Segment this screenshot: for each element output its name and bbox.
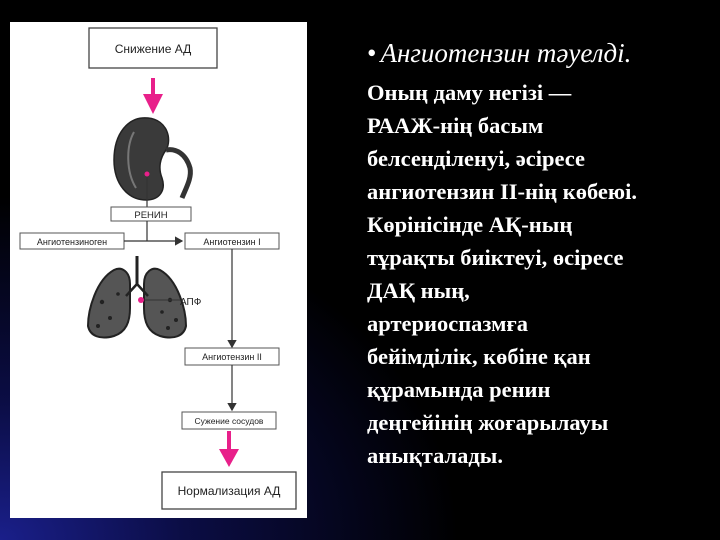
box-angiotensin-2: [185, 348, 279, 365]
body-line: РААЖ-нің басым: [367, 113, 544, 138]
body-line: Оның даму негізі —: [367, 80, 572, 105]
box-vasoconstriction: [182, 412, 276, 429]
heading: [367, 36, 712, 70]
body-line: ангиотензин ІІ-нің көбеюі.: [367, 179, 637, 204]
box-bp-normalization-label: Нормализация АД: [177, 484, 281, 498]
box-angiotensin-1: [185, 233, 279, 249]
raas-diagram-svg: [10, 22, 307, 518]
text-column: [367, 36, 712, 472]
bullet: •: [367, 38, 377, 68]
body-line: құрамында ренин: [367, 377, 551, 402]
body-line: артериоспазмға: [367, 311, 528, 336]
box-angiotensinogen-label: Ангиотензиноген: [36, 237, 108, 247]
box-angiotensinogen: [20, 233, 124, 249]
box-angiotensin-2-label: Ангиотензин II: [202, 352, 262, 362]
body-line: бейімділік, көбіне қан: [367, 344, 591, 369]
box-angiotensin-1-label: Ангиотензин I: [203, 237, 261, 247]
box-bp-normalization: [162, 472, 296, 509]
apf-label: АПФ: [180, 297, 202, 308]
box-renin-label: РЕНИН: [134, 210, 168, 221]
body-line: Көрінісінде АҚ-ның: [367, 212, 573, 237]
box-renin: [111, 207, 191, 221]
lungs-illustration: [88, 256, 186, 338]
box-bp-decrease-label: Снижение АД: [114, 42, 192, 56]
body-line: тұрақты биіктеуі, өсіресе: [367, 245, 624, 270]
heading-text: Ангиотензин тәуелді.: [380, 38, 632, 68]
body-line: ДАҚ ның,: [367, 278, 470, 303]
box-bp-decrease: [89, 28, 217, 68]
box-vasoconstriction-label: Сужение сосудов: [194, 416, 264, 426]
body-line: деңгейінің жоғарылауы: [367, 410, 609, 435]
pink-arrow-bottom: [219, 431, 239, 467]
kidney-illustration: [114, 118, 190, 207]
body-line: белсенділенуі, әсіресе: [367, 146, 585, 171]
raas-diagram: [10, 22, 307, 518]
pink-arrow-top: [143, 78, 163, 114]
body-line: анықталады.: [367, 443, 503, 468]
